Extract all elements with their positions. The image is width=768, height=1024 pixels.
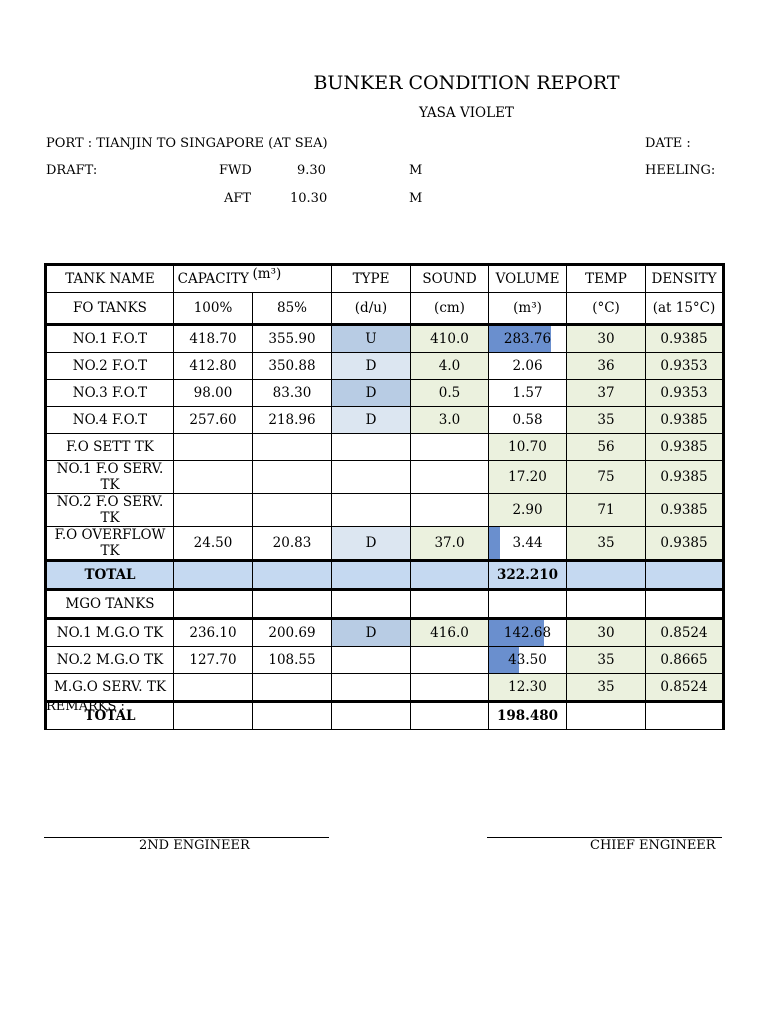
density-text: 0.9385 — [660, 439, 708, 455]
density — [646, 353, 724, 380]
temperature-text: 35 — [597, 679, 615, 695]
mgo-total-empty — [174, 702, 253, 730]
tank-type — [332, 494, 411, 527]
fo-row — [46, 434, 724, 461]
fo-total-volume-text: 322.210 — [496, 567, 559, 583]
subheader-fo-tanks-text: FO TANKS — [73, 300, 147, 316]
mgo-header-empty — [174, 590, 253, 619]
capacity-100 — [174, 325, 253, 353]
header-tank-name — [46, 265, 174, 293]
tank-name — [46, 353, 174, 380]
density-text: 0.9385 — [660, 412, 708, 428]
mgo-total-row — [46, 702, 724, 730]
header-volume — [489, 265, 567, 293]
subheader-density-unit — [646, 293, 724, 325]
tank-name-text: F.O SETT TK — [66, 439, 154, 455]
table-subheader-row — [46, 293, 724, 325]
tank-name-text: NO.1 M.G.O TK — [56, 625, 164, 641]
subheader-fo-tanks — [46, 293, 174, 325]
header-sound — [411, 265, 489, 293]
fo-total-empty — [411, 561, 489, 590]
mgo-header-empty — [332, 590, 411, 619]
sounding — [411, 461, 489, 494]
fo-row — [46, 407, 724, 434]
tank-name — [46, 527, 174, 561]
tank-type — [332, 325, 411, 353]
tank-name — [46, 380, 174, 407]
tank-name — [46, 619, 174, 647]
mgo-row — [46, 619, 724, 647]
header-type-text: TYPE — [352, 271, 390, 287]
tank-name — [46, 325, 174, 353]
fwd-value: 9.30 — [297, 163, 326, 178]
capacity-100 — [174, 494, 253, 527]
capacity-85 — [253, 647, 332, 674]
sounding-text: 416.0 — [430, 625, 469, 641]
density — [646, 407, 724, 434]
tank-type-text: D — [365, 358, 377, 374]
fo-total-empty — [174, 561, 253, 590]
capacity-85-text: 20.83 — [272, 535, 312, 551]
sounding — [411, 380, 489, 407]
density-text: 0.9353 — [660, 358, 708, 374]
mgo-total-empty — [332, 702, 411, 730]
tank-name — [46, 494, 174, 527]
tank-name-text: NO.2 M.G.O TK — [56, 652, 164, 668]
capacity-85 — [253, 434, 332, 461]
volume-text: 17.20 — [508, 469, 547, 485]
fo-row — [46, 325, 724, 353]
temperature — [567, 619, 646, 647]
density — [646, 461, 724, 494]
report-title: BUNKER CONDITION REPORT — [313, 72, 620, 94]
capacity-85-text: 355.90 — [268, 331, 316, 347]
tank-type-text: D — [365, 625, 377, 641]
volume-text: 2.90 — [512, 502, 543, 518]
temperature-text: 71 — [597, 502, 615, 518]
chief-engineer-label: CHIEF ENGINEER — [590, 838, 716, 853]
sounding — [411, 527, 489, 561]
sounding — [411, 647, 489, 674]
table-body — [46, 265, 724, 730]
density — [646, 674, 724, 702]
sounding-text: 410.0 — [430, 331, 469, 347]
tank-name — [46, 434, 174, 461]
subheader-temp-unit — [567, 293, 646, 325]
fwd-unit: M — [409, 163, 423, 178]
header-density — [646, 265, 724, 293]
mgo-total-empty — [567, 702, 646, 730]
subheader-temp-unit-text: (°C) — [592, 300, 620, 316]
tank-type — [332, 461, 411, 494]
sounding-text: 3.0 — [438, 412, 461, 428]
header-capacity-unit — [253, 265, 332, 293]
tank-name-text: NO.2 F.O.T — [72, 358, 148, 374]
capacity-100-text: 257.60 — [189, 412, 237, 428]
aft-unit: M — [409, 191, 423, 206]
mgo-header-empty — [646, 590, 724, 619]
capacity-100 — [174, 527, 253, 561]
capacity-85-text: 83.30 — [272, 385, 312, 401]
capacity-85 — [253, 380, 332, 407]
volume-text: 12.30 — [508, 679, 547, 695]
capacity-100-text: 412.80 — [189, 358, 237, 374]
capacity-100 — [174, 434, 253, 461]
fo-row — [46, 494, 724, 527]
volume-fill-bar — [489, 527, 500, 559]
sounding — [411, 325, 489, 353]
volume-text: 10.70 — [508, 439, 547, 455]
fo-total-empty — [253, 561, 332, 590]
tank-name-text: F.O OVERFLOW TK — [54, 527, 166, 559]
fo-row — [46, 353, 724, 380]
density — [646, 434, 724, 461]
tank-name-text: NO.1 F.O SERV. TK — [56, 461, 164, 493]
mgo-header-row — [46, 590, 724, 619]
capacity-85 — [253, 527, 332, 561]
capacity-85 — [253, 353, 332, 380]
bunker-table — [44, 263, 725, 730]
density-text: 0.9385 — [660, 469, 708, 485]
fo-total-label-text: TOTAL — [84, 567, 136, 583]
mgo-total-empty — [646, 702, 724, 730]
density — [646, 380, 724, 407]
tank-name-text: NO.1 F.O.T — [72, 331, 148, 347]
temperature-text: 35 — [597, 412, 615, 428]
volume — [489, 380, 567, 407]
header-capacity-unit-text: (m³) — [252, 266, 282, 282]
second-engineer-label: 2ND ENGINEER — [139, 838, 250, 853]
fwd-label: FWD — [219, 163, 252, 178]
header-type — [332, 265, 411, 293]
density-text: 0.9385 — [660, 331, 708, 347]
capacity-100-text: 236.10 — [189, 625, 237, 641]
density — [646, 619, 724, 647]
volume-text: 1.57 — [512, 385, 543, 401]
vessel-name: YASA VIOLET — [419, 105, 514, 121]
density-text: 0.8665 — [660, 652, 708, 668]
density — [646, 494, 724, 527]
capacity-85 — [253, 325, 332, 353]
header-capacity-text: CAPACITY — [177, 271, 249, 287]
capacity-100 — [174, 407, 253, 434]
temperature — [567, 325, 646, 353]
tank-name — [46, 647, 174, 674]
temperature — [567, 353, 646, 380]
tank-name-text: NO.4 F.O.T — [72, 412, 148, 428]
header-capacity — [174, 265, 253, 293]
tank-type — [332, 380, 411, 407]
capacity-100 — [174, 619, 253, 647]
fo-total-empty — [567, 561, 646, 590]
tank-type-text: D — [365, 535, 377, 551]
port-label: PORT : TIANJIN TO SINGAPORE (AT SEA) — [46, 136, 328, 151]
fo-row — [46, 527, 724, 561]
temperature-text: 30 — [597, 625, 615, 641]
density — [646, 647, 724, 674]
capacity-85-text: 350.88 — [268, 358, 316, 374]
remarks-label: REMARKS : — [46, 699, 125, 714]
density-text: 0.9385 — [660, 535, 708, 551]
sounding — [411, 353, 489, 380]
volume — [489, 494, 567, 527]
table-header-row — [46, 265, 724, 293]
volume-text: 142.68 — [503, 625, 552, 641]
subheader-type-unit — [332, 293, 411, 325]
temperature — [567, 407, 646, 434]
tank-name — [46, 674, 174, 702]
mgo-header-empty — [253, 590, 332, 619]
aft-label: AFT — [224, 191, 252, 206]
subheader-sound-unit — [411, 293, 489, 325]
capacity-100-text: 98.00 — [193, 385, 233, 401]
temperature — [567, 461, 646, 494]
temperature-text: 35 — [597, 652, 615, 668]
temperature — [567, 434, 646, 461]
tank-name-text: NO.3 F.O.T — [72, 385, 148, 401]
fo-total-empty — [332, 561, 411, 590]
density — [646, 527, 724, 561]
subheader-cap-100-text: 100% — [193, 300, 233, 316]
capacity-85 — [253, 619, 332, 647]
density-text: 0.9385 — [660, 502, 708, 518]
temperature-text: 35 — [597, 535, 615, 551]
mgo-header-empty — [411, 590, 489, 619]
tank-type — [332, 353, 411, 380]
temperature-text: 36 — [597, 358, 615, 374]
volume — [489, 325, 567, 353]
volume — [489, 647, 567, 674]
temperature-text: 30 — [597, 331, 615, 347]
capacity-100 — [174, 353, 253, 380]
sounding — [411, 619, 489, 647]
heeling-label: HEELING: — [645, 163, 716, 178]
tank-type — [332, 407, 411, 434]
capacity-100-text: 418.70 — [189, 331, 237, 347]
fo-total-label — [46, 561, 174, 590]
volume-text: 283.76 — [503, 331, 552, 347]
header-tank-name-text: TANK NAME — [65, 271, 155, 287]
sounding — [411, 407, 489, 434]
capacity-100 — [174, 461, 253, 494]
sounding — [411, 674, 489, 702]
tank-type-text: U — [365, 331, 377, 347]
temperature — [567, 647, 646, 674]
capacity-85-text: 108.55 — [268, 652, 316, 668]
temperature — [567, 674, 646, 702]
capacity-85-text: 200.69 — [268, 625, 316, 641]
tank-name — [46, 407, 174, 434]
tank-type — [332, 619, 411, 647]
subheader-sound-unit-text: (cm) — [434, 300, 465, 316]
mgo-header-empty — [489, 590, 567, 619]
capacity-85 — [253, 461, 332, 494]
temperature — [567, 527, 646, 561]
tank-type — [332, 527, 411, 561]
temperature — [567, 380, 646, 407]
volume — [489, 353, 567, 380]
mgo-tanks-header — [46, 590, 174, 619]
capacity-100 — [174, 380, 253, 407]
mgo-total-empty — [253, 702, 332, 730]
subheader-density-unit-text: (at 15°C) — [652, 300, 716, 316]
volume-text: 43.50 — [508, 652, 547, 668]
draft-label: DRAFT: — [46, 163, 98, 178]
capacity-100 — [174, 647, 253, 674]
tank-name — [46, 461, 174, 494]
tank-type — [332, 434, 411, 461]
volume-text: 0.58 — [512, 412, 543, 428]
volume — [489, 527, 567, 561]
sounding — [411, 434, 489, 461]
capacity-85 — [253, 674, 332, 702]
subheader-cap-100 — [174, 293, 253, 325]
tank-type — [332, 674, 411, 702]
aft-value: 10.30 — [290, 191, 328, 206]
sounding — [411, 494, 489, 527]
header-sound-text: SOUND — [422, 271, 477, 287]
volume — [489, 434, 567, 461]
mgo-total-volume-text: 198.480 — [496, 708, 559, 724]
subheader-type-unit-text: (d/u) — [354, 300, 388, 316]
volume-text: 2.06 — [512, 358, 543, 374]
fo-row — [46, 380, 724, 407]
tank-name-text: NO.2 F.O SERV. TK — [56, 494, 164, 526]
density-text: 0.8524 — [660, 625, 708, 641]
temperature-text: 75 — [597, 469, 615, 485]
mgo-total-label-text: TOTAL — [84, 708, 136, 724]
volume — [489, 407, 567, 434]
density-text: 0.8524 — [660, 679, 708, 695]
volume — [489, 674, 567, 702]
fo-row — [46, 461, 724, 494]
mgo-tanks-header-text: MGO TANKS — [65, 596, 155, 612]
tank-type-text: D — [365, 412, 377, 428]
mgo-total-empty — [411, 702, 489, 730]
sounding-text: 0.5 — [438, 385, 461, 401]
sounding-text: 4.0 — [438, 358, 461, 374]
temperature-text: 37 — [597, 385, 615, 401]
tank-type-text: D — [365, 385, 377, 401]
volume — [489, 619, 567, 647]
density-text: 0.9353 — [660, 385, 708, 401]
mgo-header-empty — [567, 590, 646, 619]
mgo-total-volume — [489, 702, 567, 730]
temperature-text: 56 — [597, 439, 615, 455]
subheader-volume-unit — [489, 293, 567, 325]
volume-text: 3.44 — [512, 535, 543, 551]
subheader-cap-85-text: 85% — [276, 300, 307, 316]
subheader-volume-unit-text: (m³) — [513, 300, 542, 316]
capacity-100-text: 24.50 — [193, 535, 233, 551]
tank-name-text: M.G.O SERV. TK — [54, 679, 166, 695]
density — [646, 325, 724, 353]
mgo-row — [46, 647, 724, 674]
date-label: DATE : — [645, 136, 691, 151]
temperature — [567, 494, 646, 527]
header-volume-text: VOLUME — [495, 271, 560, 287]
fo-total-row — [46, 561, 724, 590]
fo-total-volume — [489, 561, 567, 590]
fo-total-empty — [646, 561, 724, 590]
header-temp — [567, 265, 646, 293]
mgo-row — [46, 674, 724, 702]
capacity-100-text: 127.70 — [189, 652, 237, 668]
capacity-85 — [253, 407, 332, 434]
header-temp-text: TEMP — [585, 271, 627, 287]
capacity-85-text: 218.96 — [268, 412, 316, 428]
sounding-text: 37.0 — [434, 535, 465, 551]
volume — [489, 461, 567, 494]
capacity-100 — [174, 674, 253, 702]
subheader-cap-85 — [253, 293, 332, 325]
header-density-text: DENSITY — [651, 271, 717, 287]
capacity-85 — [253, 494, 332, 527]
tank-type — [332, 647, 411, 674]
